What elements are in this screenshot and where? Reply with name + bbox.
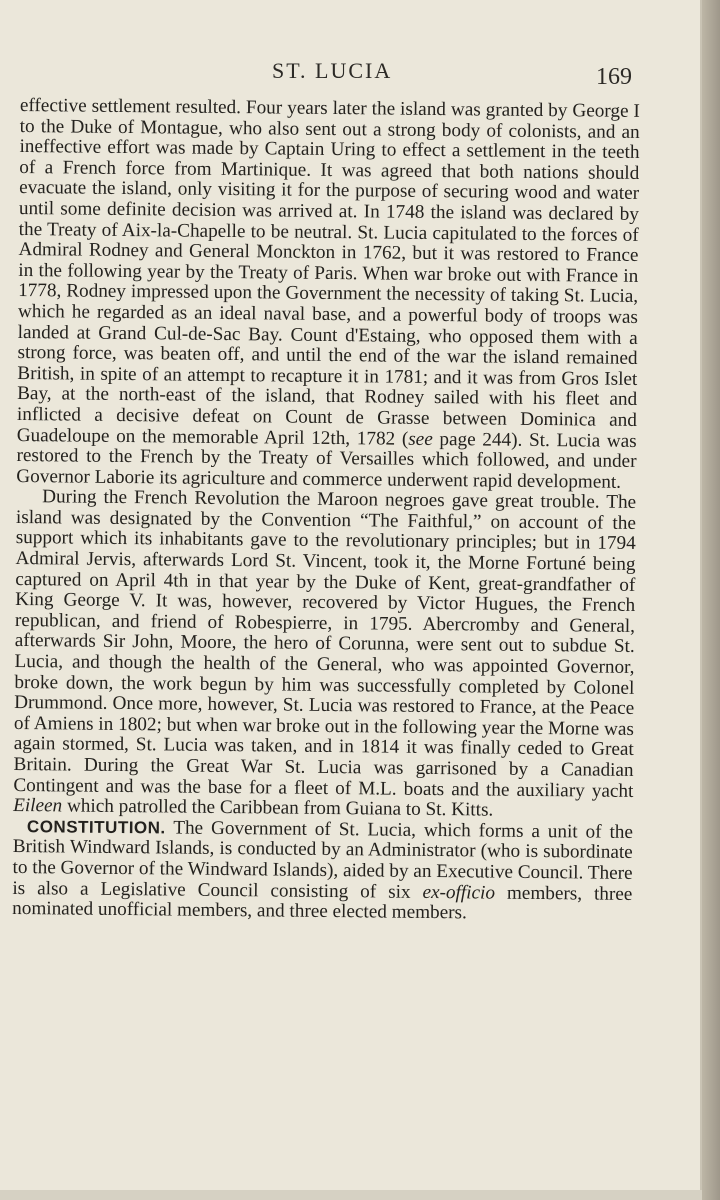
ex-officio-term: ex-officio <box>422 881 496 904</box>
see-reference: see <box>408 428 433 450</box>
page-header <box>0 58 700 92</box>
paragraph-text: which patrolled the Caribbean from Guiana to St. Kitts. <box>62 795 494 821</box>
paragraph-text: During the French Revolution the Maroon negroes gave great trouble. The island was designated by the Convention “The Faithful,” on account of the support which its inhabitants gave to the revolutionary principles; but in 1794 Admiral Jervis, afterwards Lord St. Vincent, took it, the Morne Fortuné being captured on April 4th in that year by the Duke of Kent, great-grandfather of King George V. It was, however, recovered by Victor Hugues, the French republican, and friend of Robespierre, in 1795. Abercromby and General, afterwards Sir John, Moore, the hero of Corunna, were sent out to subdue St. Lucia, and though the health of the General, who was appointed Governor, broke down, the work begun by him was successfully completed by Colonel Drummond. Once more, however, St. Lucia was restored to France, at the Peace of Amiens in 1802; but when war broke out in the following year the Morne was again stormed, St. Lucia was taken, and in 1814 it was finally ceded to Great Britain. During the Great War St. Lucia was garrisoned by a Canadian Contingent and was the base for a fleet of M.L. boats and the auxiliary yacht <box>13 486 637 802</box>
body-text <box>12 96 640 926</box>
page-number: 169 <box>596 64 632 90</box>
section-heading-constitution: CONSTITUTION. <box>26 816 166 838</box>
page-reference: page 244). <box>432 428 523 451</box>
paragraph-history-early <box>16 96 640 493</box>
paragraph-constitution <box>12 817 633 926</box>
paragraph-text: members, three nominated unofficial members, and three elected members. <box>12 882 633 924</box>
ship-name: Eileen <box>13 795 63 817</box>
paragraph-french-revolution <box>13 487 636 822</box>
running-title: ST. LUCIA <box>272 58 393 83</box>
paragraph-text: effective settlement resulted. Four years later the island was granted by George I to the Duke of Montague, who also sent out a strong body of colonists, and an ineffective effort was made by Captain Uring to effect a settlement in the teeth of a French force from Martinique. It was agreed that both nations should evacuate the island, only visiting it for the purpose of securing wood and water until some definite decision was arrived at. In 1748 the island was declared by the Treaty of Aix-la-Chapelle to be neutral. St. Lucia capitulated to the forces of Admiral Rodney and General Monckton in 1762, but it was restored to France in the following year by the Treaty of Paris. When war broke out with France in 1778, Rodney impressed upon the Government the necessity of taking St. Lucia, which he regarded as an ideal naval base, and a powerful body of troops was landed at Grand Cul-de-Sac Bay. Count d'Estaing, who opposed them with a strong force, was beaten off, and until the end of the war the island remained British, in spite of an attempt to recapture it in 1781; and it was from Gros Islet Bay, at the north-east of the island, that Rodney sailed with his fleet and inflicted a decisive defeat on Count de Grasse between Dominica and Guadeloupe on the memorable April 12th, 1782 ( <box>16 95 640 450</box>
paragraph-text: St. Lucia was restored to the French by the Treaty of Versailles which followed, and under Governor Laborie its agriculture and commerce underwent rapid development. <box>16 429 637 493</box>
page-edge <box>702 0 720 1200</box>
paragraph-text: The Government of St. Lucia, which forms a unit of the British Windward Islands, is conducted by an Administrator (who is subordinate to the Governor of the Windward Islands), aided by an Executive Council. There is also a Legislative Council consisting of six <box>12 817 634 903</box>
